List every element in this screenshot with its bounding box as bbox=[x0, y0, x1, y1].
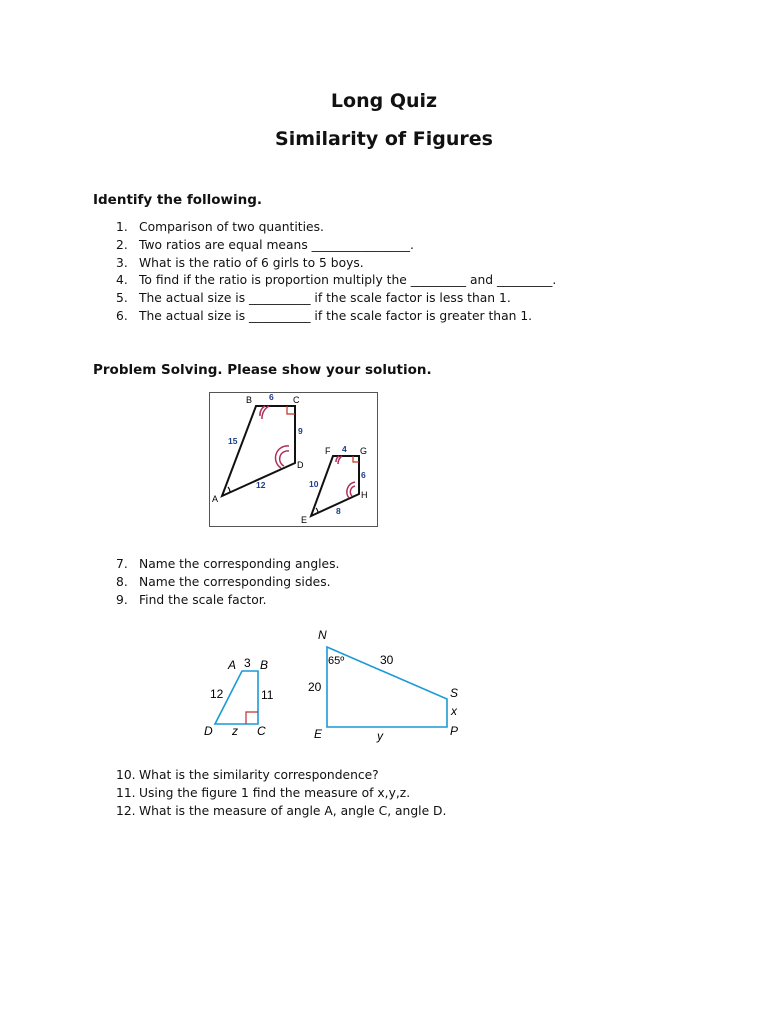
section2-heading: Problem Solving. Please show your solution. bbox=[93, 362, 432, 378]
vertex-f: F bbox=[325, 446, 331, 456]
angle-n: 65º bbox=[328, 655, 345, 667]
item-text: Two ratios are equal means ________________. bbox=[139, 237, 414, 252]
item-text: Using the figure 1 find the measure of x,y,z. bbox=[139, 785, 411, 800]
side-ne: 20 bbox=[308, 680, 322, 694]
item-number: 2. bbox=[116, 237, 128, 252]
vertex-b: B bbox=[246, 395, 253, 405]
list-item bbox=[116, 290, 556, 308]
item-number: 7. bbox=[116, 557, 128, 571]
item-text: The actual size is __________ if the scale factor is greater than 1. bbox=[139, 308, 533, 323]
section1-heading: Identify the following. bbox=[93, 192, 263, 208]
item-text: Comparison of two quantities. bbox=[139, 220, 324, 234]
vertex-c: C bbox=[257, 724, 266, 738]
item-number: 9. bbox=[116, 592, 128, 607]
figure1-frame bbox=[210, 393, 378, 527]
item-text: Find the scale factor. bbox=[139, 592, 267, 607]
list-item bbox=[116, 592, 339, 610]
list-item bbox=[116, 556, 339, 574]
side-sp: x bbox=[451, 704, 457, 718]
section3-list bbox=[116, 767, 446, 820]
side-bc: 6 bbox=[269, 392, 274, 402]
side-ad: 12 bbox=[256, 480, 266, 490]
side-bc: 11 bbox=[261, 688, 274, 702]
title: Long Quiz bbox=[330, 90, 438, 112]
vertex-h: H bbox=[361, 490, 368, 500]
list-item bbox=[116, 785, 446, 803]
vertex-g: G bbox=[360, 446, 368, 456]
list-item bbox=[116, 803, 446, 821]
item-text: The actual size is __________ if the scale factor is less than 1. bbox=[139, 291, 511, 306]
item-number: 11. bbox=[116, 785, 136, 800]
vertex-e: E bbox=[301, 515, 308, 525]
side-ns: 30 bbox=[380, 653, 394, 667]
item-text: What is the ratio of 6 girls to 5 boys. bbox=[139, 255, 364, 270]
side-ad: 12 bbox=[210, 687, 224, 701]
side-ab: 15 bbox=[228, 436, 238, 446]
vertex-d: D bbox=[204, 724, 213, 738]
item-number: 3. bbox=[116, 255, 128, 270]
vertex-b: B bbox=[260, 658, 269, 672]
figure1-quadrilaterals bbox=[209, 392, 379, 528]
list-item bbox=[116, 272, 556, 290]
item-text: Name the corresponding sides. bbox=[139, 574, 331, 589]
section2-list bbox=[116, 556, 339, 609]
item-number: 12. bbox=[116, 803, 136, 818]
vertex-a: A bbox=[212, 494, 219, 504]
item-number: 6. bbox=[116, 308, 128, 323]
item-number: 10. bbox=[116, 768, 136, 782]
vertex-e: E bbox=[314, 727, 323, 741]
side-ep: y bbox=[377, 729, 383, 743]
list-item bbox=[116, 767, 446, 785]
item-number: 1. bbox=[116, 220, 128, 234]
vertex-a: A bbox=[228, 658, 237, 672]
item-text: Name the corresponding angles. bbox=[139, 557, 340, 571]
item-text: To find if the ratio is proportion multiply the _________ and _________. bbox=[139, 273, 557, 288]
list-item bbox=[116, 237, 556, 255]
right-angle-c bbox=[246, 712, 258, 724]
vertex-s: S bbox=[450, 686, 459, 700]
side-ef: 10 bbox=[309, 479, 319, 489]
subtitle: Similarity of Figures bbox=[275, 128, 493, 150]
list-item bbox=[116, 308, 556, 326]
item-text: What is the measure of angle A, angle C, angle D. bbox=[139, 803, 447, 818]
list-item bbox=[116, 255, 556, 273]
vertex-c: C bbox=[293, 395, 300, 405]
side-eh: 8 bbox=[336, 506, 341, 516]
list-item bbox=[116, 574, 339, 592]
vertex-d: D bbox=[297, 460, 304, 470]
item-number: 4. bbox=[116, 273, 128, 288]
vertex-n: N bbox=[318, 628, 327, 642]
side-fg: 4 bbox=[342, 444, 347, 454]
side-gh: 6 bbox=[361, 470, 366, 480]
section1-list bbox=[116, 219, 556, 326]
side-ab: 3 bbox=[244, 656, 251, 670]
side-cd: 9 bbox=[298, 426, 303, 436]
figure2-trapezoids bbox=[196, 624, 471, 746]
list-item bbox=[116, 219, 556, 237]
vertex-p: P bbox=[450, 724, 459, 738]
item-number: 5. bbox=[116, 291, 128, 306]
side-dc: z bbox=[232, 724, 238, 738]
item-text: What is the similarity correspondence? bbox=[139, 768, 379, 782]
item-number: 8. bbox=[116, 574, 128, 589]
